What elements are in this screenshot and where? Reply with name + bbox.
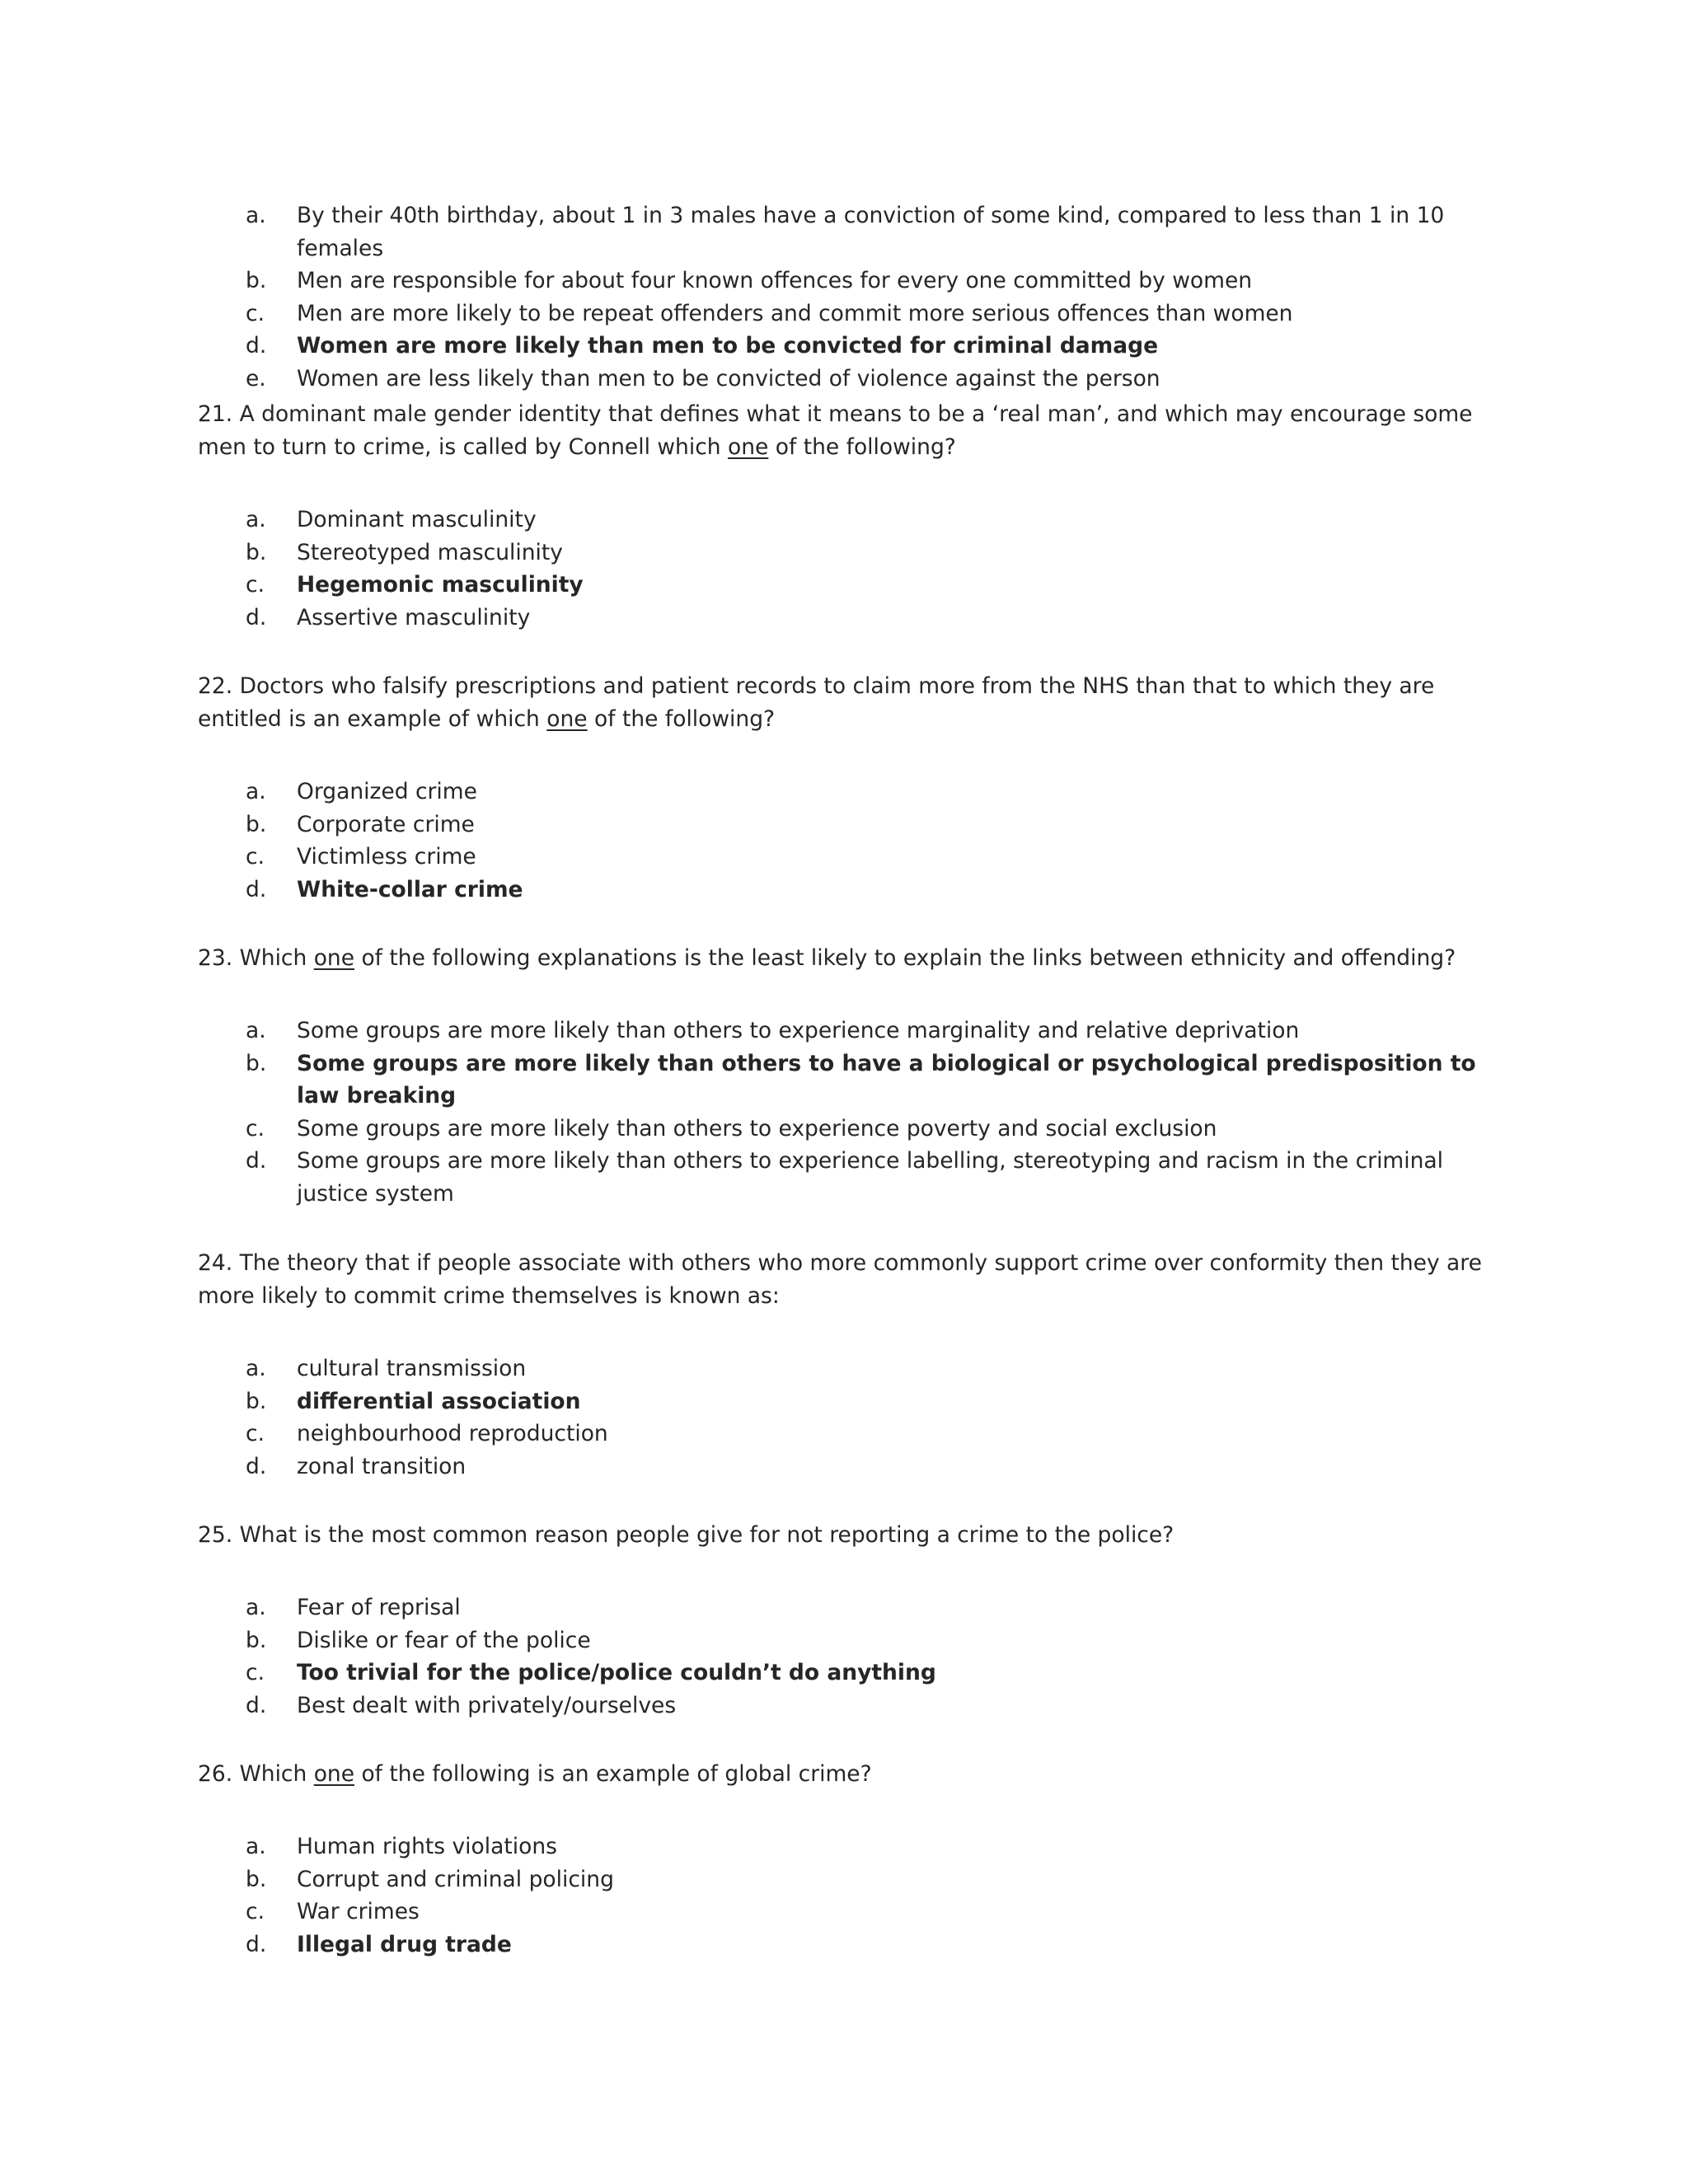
option-letter: a. <box>246 1595 266 1620</box>
underlined-word: one <box>728 434 769 460</box>
question-26-options <box>198 1830 1500 1961</box>
question-22 <box>198 670 1500 735</box>
option-letter: b. <box>246 539 267 565</box>
option-text: cultural transmission <box>297 1356 527 1381</box>
option-26a <box>198 1830 1500 1863</box>
option-letter: a. <box>246 779 266 804</box>
option-letter: c. <box>246 844 265 869</box>
option-22b <box>198 808 1500 841</box>
option-22a <box>198 776 1500 808</box>
option-text: neighbourhood reproduction <box>297 1421 608 1446</box>
option-letter: b. <box>246 1050 267 1076</box>
option-20b <box>198 265 1500 298</box>
option-25d <box>198 1690 1500 1722</box>
option-letter: c. <box>246 300 265 326</box>
option-letter: d. <box>246 876 267 902</box>
question-23-options <box>198 1015 1500 1210</box>
option-text: White-collar crime <box>297 876 523 902</box>
option-letter: e. <box>246 365 266 391</box>
option-letter: d. <box>246 604 267 630</box>
option-text: Corporate crime <box>297 811 475 837</box>
option-24a <box>198 1352 1500 1385</box>
option-letter: c. <box>246 1660 265 1685</box>
option-26d-correct <box>198 1929 1500 1961</box>
option-letter: a. <box>246 1834 266 1859</box>
option-text: Illegal drug trade <box>297 1931 512 1957</box>
question-22-options-block <box>198 776 1500 906</box>
option-text: Human rights violations <box>297 1834 557 1859</box>
option-21a <box>198 504 1500 537</box>
question-22-options <box>198 776 1500 906</box>
question-26-text: 26. Which one of the following is an example of global crime? <box>198 1761 872 1787</box>
option-letter: d. <box>246 333 267 359</box>
question-26-options-block <box>198 1830 1500 1961</box>
option-text: Some groups are more likely than others to experience poverty and social exclusion <box>297 1115 1217 1141</box>
question-24-text: 24. The theory that if people associate with others who more commonly support crime over conformity then they are more likely to commit crime themselves is known as: <box>198 1250 1482 1309</box>
question-26 <box>198 1758 1500 1791</box>
question-25 <box>198 1519 1500 1552</box>
option-text: By their 40th birthday, about 1 in 3 males have a conviction of some kind, compared to less than 1 in 10 females <box>297 203 1445 261</box>
question-21-options-block <box>198 504 1500 634</box>
option-24c <box>198 1418 1500 1451</box>
option-text: Stereotyped masculinity <box>297 539 563 565</box>
option-21b <box>198 537 1500 569</box>
option-letter: a. <box>246 203 266 228</box>
option-text: Hegemonic masculinity <box>297 572 584 598</box>
option-text: Fear of reprisal <box>297 1595 461 1620</box>
option-letter: c. <box>246 1899 265 1924</box>
question-21-text: 21. A dominant male gender identity that defines what it means to be a ‘real man’, and which may encourage some men to turn to crime, is called by Connell which one of the following? <box>198 401 1473 460</box>
question-24-options <box>198 1352 1500 1483</box>
question-25-options <box>198 1591 1500 1722</box>
option-letter: d. <box>246 1692 267 1718</box>
option-24b-correct <box>198 1385 1500 1418</box>
underlined-word: one <box>546 705 588 732</box>
question-24 <box>198 1247 1500 1312</box>
underlined-word: one <box>313 945 355 971</box>
option-text: Assertive masculinity <box>297 604 531 630</box>
option-text: Dislike or fear of the police <box>297 1627 591 1653</box>
option-text: Best dealt with privately/ourselves <box>297 1692 677 1718</box>
option-text: Men are more likely to be repeat offenders and commit more serious offences than women <box>297 300 1293 326</box>
option-letter: b. <box>246 1866 267 1892</box>
option-21d <box>198 602 1500 635</box>
option-text: Women are more likely than men to be convicted for criminal damage <box>297 333 1159 359</box>
option-20d-correct <box>198 330 1500 363</box>
option-24d <box>198 1451 1500 1483</box>
option-20c <box>198 298 1500 330</box>
option-letter: a. <box>246 1356 266 1381</box>
option-23b-correct <box>198 1047 1500 1113</box>
option-text: Victimless crime <box>297 844 476 869</box>
option-25a <box>198 1591 1500 1624</box>
option-text: Some groups are more likely than others to experience labelling, stereotyping and racism in the criminal justice system <box>297 1148 1444 1207</box>
question-23 <box>198 942 1500 975</box>
question-20 <box>198 199 1500 395</box>
option-26c <box>198 1896 1500 1929</box>
question-21-options <box>198 504 1500 634</box>
option-text: Corrupt and criminal policing <box>297 1866 614 1892</box>
option-letter: d. <box>246 1931 267 1957</box>
option-text: Some groups are more likely than others to have a biological or psychological predisposition to law breaking <box>297 1050 1476 1108</box>
option-20a <box>198 199 1500 265</box>
option-text: Some groups are more likely than others to experience marginality and relative deprivation <box>297 1018 1300 1043</box>
option-23a <box>198 1015 1500 1047</box>
option-23c <box>198 1113 1500 1146</box>
question-24-options-block <box>198 1352 1500 1483</box>
option-text: Women are less likely than men to be convicted of violence against the person <box>297 365 1160 391</box>
option-letter: b. <box>246 1388 267 1414</box>
option-26b <box>198 1863 1500 1896</box>
option-25c-correct <box>198 1657 1500 1690</box>
option-text: Dominant masculinity <box>297 507 537 532</box>
option-letter: d. <box>246 1148 267 1174</box>
option-letter: c. <box>246 572 265 598</box>
question-25-options-block <box>198 1591 1500 1722</box>
question-25-text: 25. What is the most common reason people give for not reporting a crime to the police? <box>198 1522 1175 1548</box>
option-letter: b. <box>246 811 267 837</box>
question-21 <box>198 398 1500 463</box>
option-letter: a. <box>246 507 266 532</box>
underlined-word: one <box>313 1761 355 1787</box>
option-22d-correct <box>198 874 1500 907</box>
option-letter: b. <box>246 268 267 293</box>
option-20e <box>198 363 1500 396</box>
question-23-text: 23. Which one of the following explanations is the least likely to explain the links between ethnicity and offending? <box>198 945 1456 971</box>
option-letter: c. <box>246 1115 265 1141</box>
option-21c-correct <box>198 569 1500 602</box>
option-text: War crimes <box>297 1899 420 1924</box>
option-23d <box>198 1145 1500 1210</box>
option-letter: b. <box>246 1627 267 1653</box>
question-20-options <box>198 199 1500 395</box>
question-23-options-block <box>198 1015 1500 1210</box>
option-22c <box>198 841 1500 874</box>
option-text: Men are responsible for about four known offences for every one committed by women <box>297 268 1253 293</box>
option-letter: a. <box>246 1018 266 1043</box>
option-text: zonal transition <box>297 1453 467 1479</box>
option-letter: d. <box>246 1453 267 1479</box>
option-text: Organized crime <box>297 779 477 804</box>
option-text: Too trivial for the police/police couldn’t do anything <box>297 1660 936 1685</box>
option-letter: c. <box>246 1421 265 1446</box>
option-25b <box>198 1624 1500 1657</box>
option-text: differential association <box>297 1388 581 1414</box>
question-22-text: 22. Doctors who falsify prescriptions and patient records to claim more from the NHS than that to which they are entitled is an example of which one of the following? <box>198 673 1435 732</box>
